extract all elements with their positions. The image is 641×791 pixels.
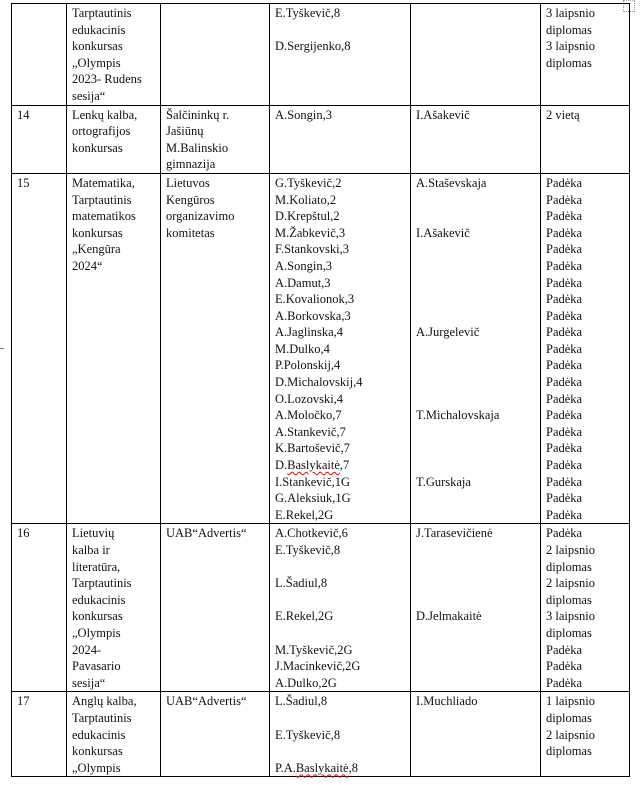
row-number-cell [12,692,67,777]
cell-line: ortografijos [72,124,131,139]
cell-line: E.Tyškevič,8 [275,727,341,742]
cell-line: P.A.Baslykaitė,8 [275,760,358,775]
cell-line: „Kengūra [72,242,121,257]
cell-line: „Olympis [72,760,121,775]
cell-line: „Olympis [72,625,121,640]
organizer-cell [161,692,270,777]
cell-line: A.Jaglinska,4 [275,325,344,340]
cell-line: M.Žabkevič,3 [275,225,346,240]
cell-line [416,308,535,325]
organizer-cell [161,173,270,523]
organizer-cell [161,105,270,173]
cell-line: Tarptautinis [72,576,132,591]
cell-line: A.Songin,3 [275,107,332,122]
cell-line: T.Gurskaja [416,474,471,489]
cell-line: Padėka [546,375,583,390]
cell-line: Padėka [546,308,583,323]
participants-cell [270,4,411,106]
participants-cell [270,692,411,777]
cell-line: Padėka [546,275,583,290]
cell-line: 1 laipsnio [546,694,595,709]
cell-line [17,5,61,22]
cell-line: I.Ašakevič [416,107,470,122]
cell-line: edukacinis [72,727,126,742]
cell-line: diplomas [546,744,592,759]
cell-line: F.Stankovski,3 [275,242,350,257]
cell-line: L.Šadiul,8 [275,694,328,709]
cell-line: M.Dulko,4 [275,341,330,356]
cell-line [275,743,405,760]
cell-line: P.Polonskij,4 [275,358,341,373]
cell-line [416,542,535,559]
teachers-cell [411,4,541,106]
cell-line: 3 laipsnio [546,609,595,624]
cell-line: Padėka [546,424,583,439]
cell-line [416,440,535,457]
cell-line: UAB“Advertis“ [166,526,247,541]
cell-line: 2 laipsnio [546,543,595,557]
cell-line: Padėka [546,507,583,522]
cell-line: M.Balinskio [166,140,229,155]
cell-line: J.Macinkevič,2G [275,659,361,674]
cell-line [416,241,535,258]
teachers-cell [411,692,541,777]
contest-cell [67,524,161,692]
cell-line: D.Baslykaitė,7 [275,458,350,473]
cell-line: konkursas [72,744,123,759]
cell-line: UAB“Advertis“ [166,694,247,709]
cell-line: diplomas [546,592,592,607]
cell-line: K.Bartoševič,7 [275,441,350,456]
cell-line: Padėka [546,225,583,240]
cell-line: 2024“ [72,258,103,273]
cell-line: G.Aleksiuk,1G [275,491,351,506]
cell-line: E.Tyškevič,8 [275,6,341,20]
cell-line: 2 laipsnio [546,576,595,591]
cell-line: diplomas [546,625,592,640]
cell-line: Lietuvių [72,526,115,541]
cell-line: Kengūros [166,192,215,207]
cell-line: 3 laipsnio [546,6,595,20]
results-cell [541,4,630,106]
cell-line: edukacinis [72,592,126,607]
cell-line: Padėka [546,192,583,207]
cell-line: Padėka [546,474,583,489]
cell-line: Lenkų kalba, [72,107,138,122]
cell-line: E.Rekel,2G [275,609,334,624]
organizer-cell [161,524,270,692]
table-row [12,4,630,106]
cell-line: A.Songin,3 [275,258,332,273]
cell-line: Padėka [546,675,583,690]
cell-line [416,275,535,292]
cell-line: Padėka [546,491,583,506]
results-cell [541,173,630,523]
participants-cell [270,105,411,173]
cell-line: A.Dulko,2G [275,675,337,690]
results-cell [541,524,630,692]
cell-line: „Olympis [72,55,121,70]
cell-line: matematikos [72,209,136,224]
organizer-cell [161,4,270,106]
cell-line: Padėka [546,458,583,473]
cell-line: Padėka [546,325,583,340]
cell-line: Tarptautinis [72,710,132,725]
table-row [12,173,630,523]
cell-line [416,575,535,592]
cell-line: 2 laipsnio [546,727,595,742]
cell-line: Padėka [546,292,583,307]
cell-line: Padėka [546,258,583,273]
cell-line: edukacinis [72,22,126,37]
cell-line: D.Michalovskij,4 [275,375,363,390]
cell-line: T.Michalovskaja [416,408,500,423]
teachers-cell [411,524,541,692]
cell-line [416,391,535,408]
cell-line: konkursas [72,140,123,155]
cell-line: Padėka [546,391,583,406]
cell-line [275,592,405,609]
cell-line: Matematika, [72,175,135,190]
cell-line: 2024- [72,642,102,657]
cell-line: diplomas [546,22,592,37]
cell-line: J.Tarasevičienė [416,526,493,541]
cell-line: 3 laipsnio [546,39,595,54]
cell-line [275,22,405,39]
participants-cell [270,524,411,692]
cell-line: A.Stankevič,7 [275,424,346,439]
cell-line: organizavimo [166,209,235,224]
spellcheck-underline: Baslykaitė [295,760,349,775]
cell-line: D.Jelmakaitė [416,609,482,624]
cell-line [416,592,535,609]
cell-line: D.Sergijenko,8 [275,39,351,54]
table-row [12,692,630,777]
cell-line [416,357,535,374]
cell-line: komitetas [166,225,215,240]
cell-line: I.Stankevič,1G [275,474,350,489]
spellcheck-underline: Baslykaitė [287,458,340,473]
teachers-cell [411,173,541,523]
table-row [12,524,630,692]
cell-line: Pavasario [72,659,121,674]
cell-line [416,192,535,209]
cell-line: kalba ir [72,543,110,557]
cell-line: Padėka [546,659,583,674]
cell-line: A.Chotkevič,6 [275,526,348,541]
cell-line: diplomas [546,710,592,725]
cell-line: Padėka [546,209,583,224]
cell-line: E.Kovalionok,3 [275,292,355,307]
cell-line: 16 [17,526,30,541]
cell-line: sesija“ [72,675,106,690]
cell-line: A.Moločko,7 [275,408,342,423]
cell-line: M.Tyškevič,2G [275,642,353,657]
cell-line: Jašiūnų [166,124,204,139]
cell-line [416,258,535,275]
cell-line: Padėka [546,341,583,356]
contest-cell [67,692,161,777]
row-number-cell [12,105,67,173]
contest-cell [67,4,161,106]
cell-line [275,625,405,642]
cell-line [416,291,535,308]
contest-cell [67,105,161,173]
cell-line: O.Lozovski,4 [275,391,344,406]
cell-line: L.Šadiul,8 [275,576,328,591]
cell-line: konkursas [72,225,123,240]
cell-line: 2023- Rudens [72,72,142,87]
row-number-cell [12,173,67,523]
cell-line: Padėka [546,175,583,190]
cell-line: D.Krepštul,2 [275,209,340,224]
cell-line [416,208,535,225]
cell-line: Tarptautinis [72,6,132,20]
margin-tick [0,348,4,349]
cell-line: Šalčininkų r. [166,107,230,122]
cell-line: konkursas [72,39,123,54]
cell-line: Lietuvos [166,175,210,190]
cell-line: diplomas [546,55,592,70]
cell-line: Padėka [546,242,583,257]
cell-line: diplomas [546,559,592,574]
cell-line: konkursas [72,609,123,624]
cell-line: Anglų kalba, [72,694,137,709]
results-cell [541,692,630,777]
cell-line [275,710,405,727]
cell-line: A.Staševskaja [416,175,487,190]
cell-line [416,424,535,441]
cell-line: Padėka [546,408,583,423]
cell-line: 14 [17,107,30,122]
cell-line: A.Damut,3 [275,275,331,290]
cell-line: I.Muchliado [416,694,478,709]
cell-line: Padėka [546,441,583,456]
cell-line: Padėka [546,642,583,657]
cell-line: E.Tyškevič,8 [275,543,341,557]
cell-line [416,374,535,391]
teachers-cell [411,105,541,173]
cell-line: A.Jurgelevič [416,325,480,340]
cell-line: 15 [17,175,30,190]
cell-line: literatūra, [72,559,121,574]
cell-line: Padėka [546,526,583,541]
cell-line [416,341,535,358]
cell-line: G.Tyškevič,2 [275,175,342,190]
cell-line: 2 vietą [546,107,580,122]
results-cell [541,105,630,173]
awards-table [11,3,630,777]
cell-line: Tarptautinis [72,192,132,207]
row-number-cell [12,524,67,692]
cell-line: E.Rekel,2G [275,507,334,522]
cell-line: 17 [17,694,30,709]
cell-line: Padėka [546,358,583,373]
cell-line: gimnazija [166,157,216,172]
cell-line [416,457,535,474]
cell-line: M.Koliato,2 [275,192,337,207]
participants-cell [270,173,411,523]
cell-line: sesija“ [72,88,106,103]
row-number-cell [12,4,67,106]
cell-line [275,559,405,576]
cell-line [416,559,535,576]
table-row [12,105,630,173]
contest-cell [67,173,161,523]
cell-line: I.Ašakevič [416,225,470,240]
cell-line: A.Borkovska,3 [275,308,351,323]
